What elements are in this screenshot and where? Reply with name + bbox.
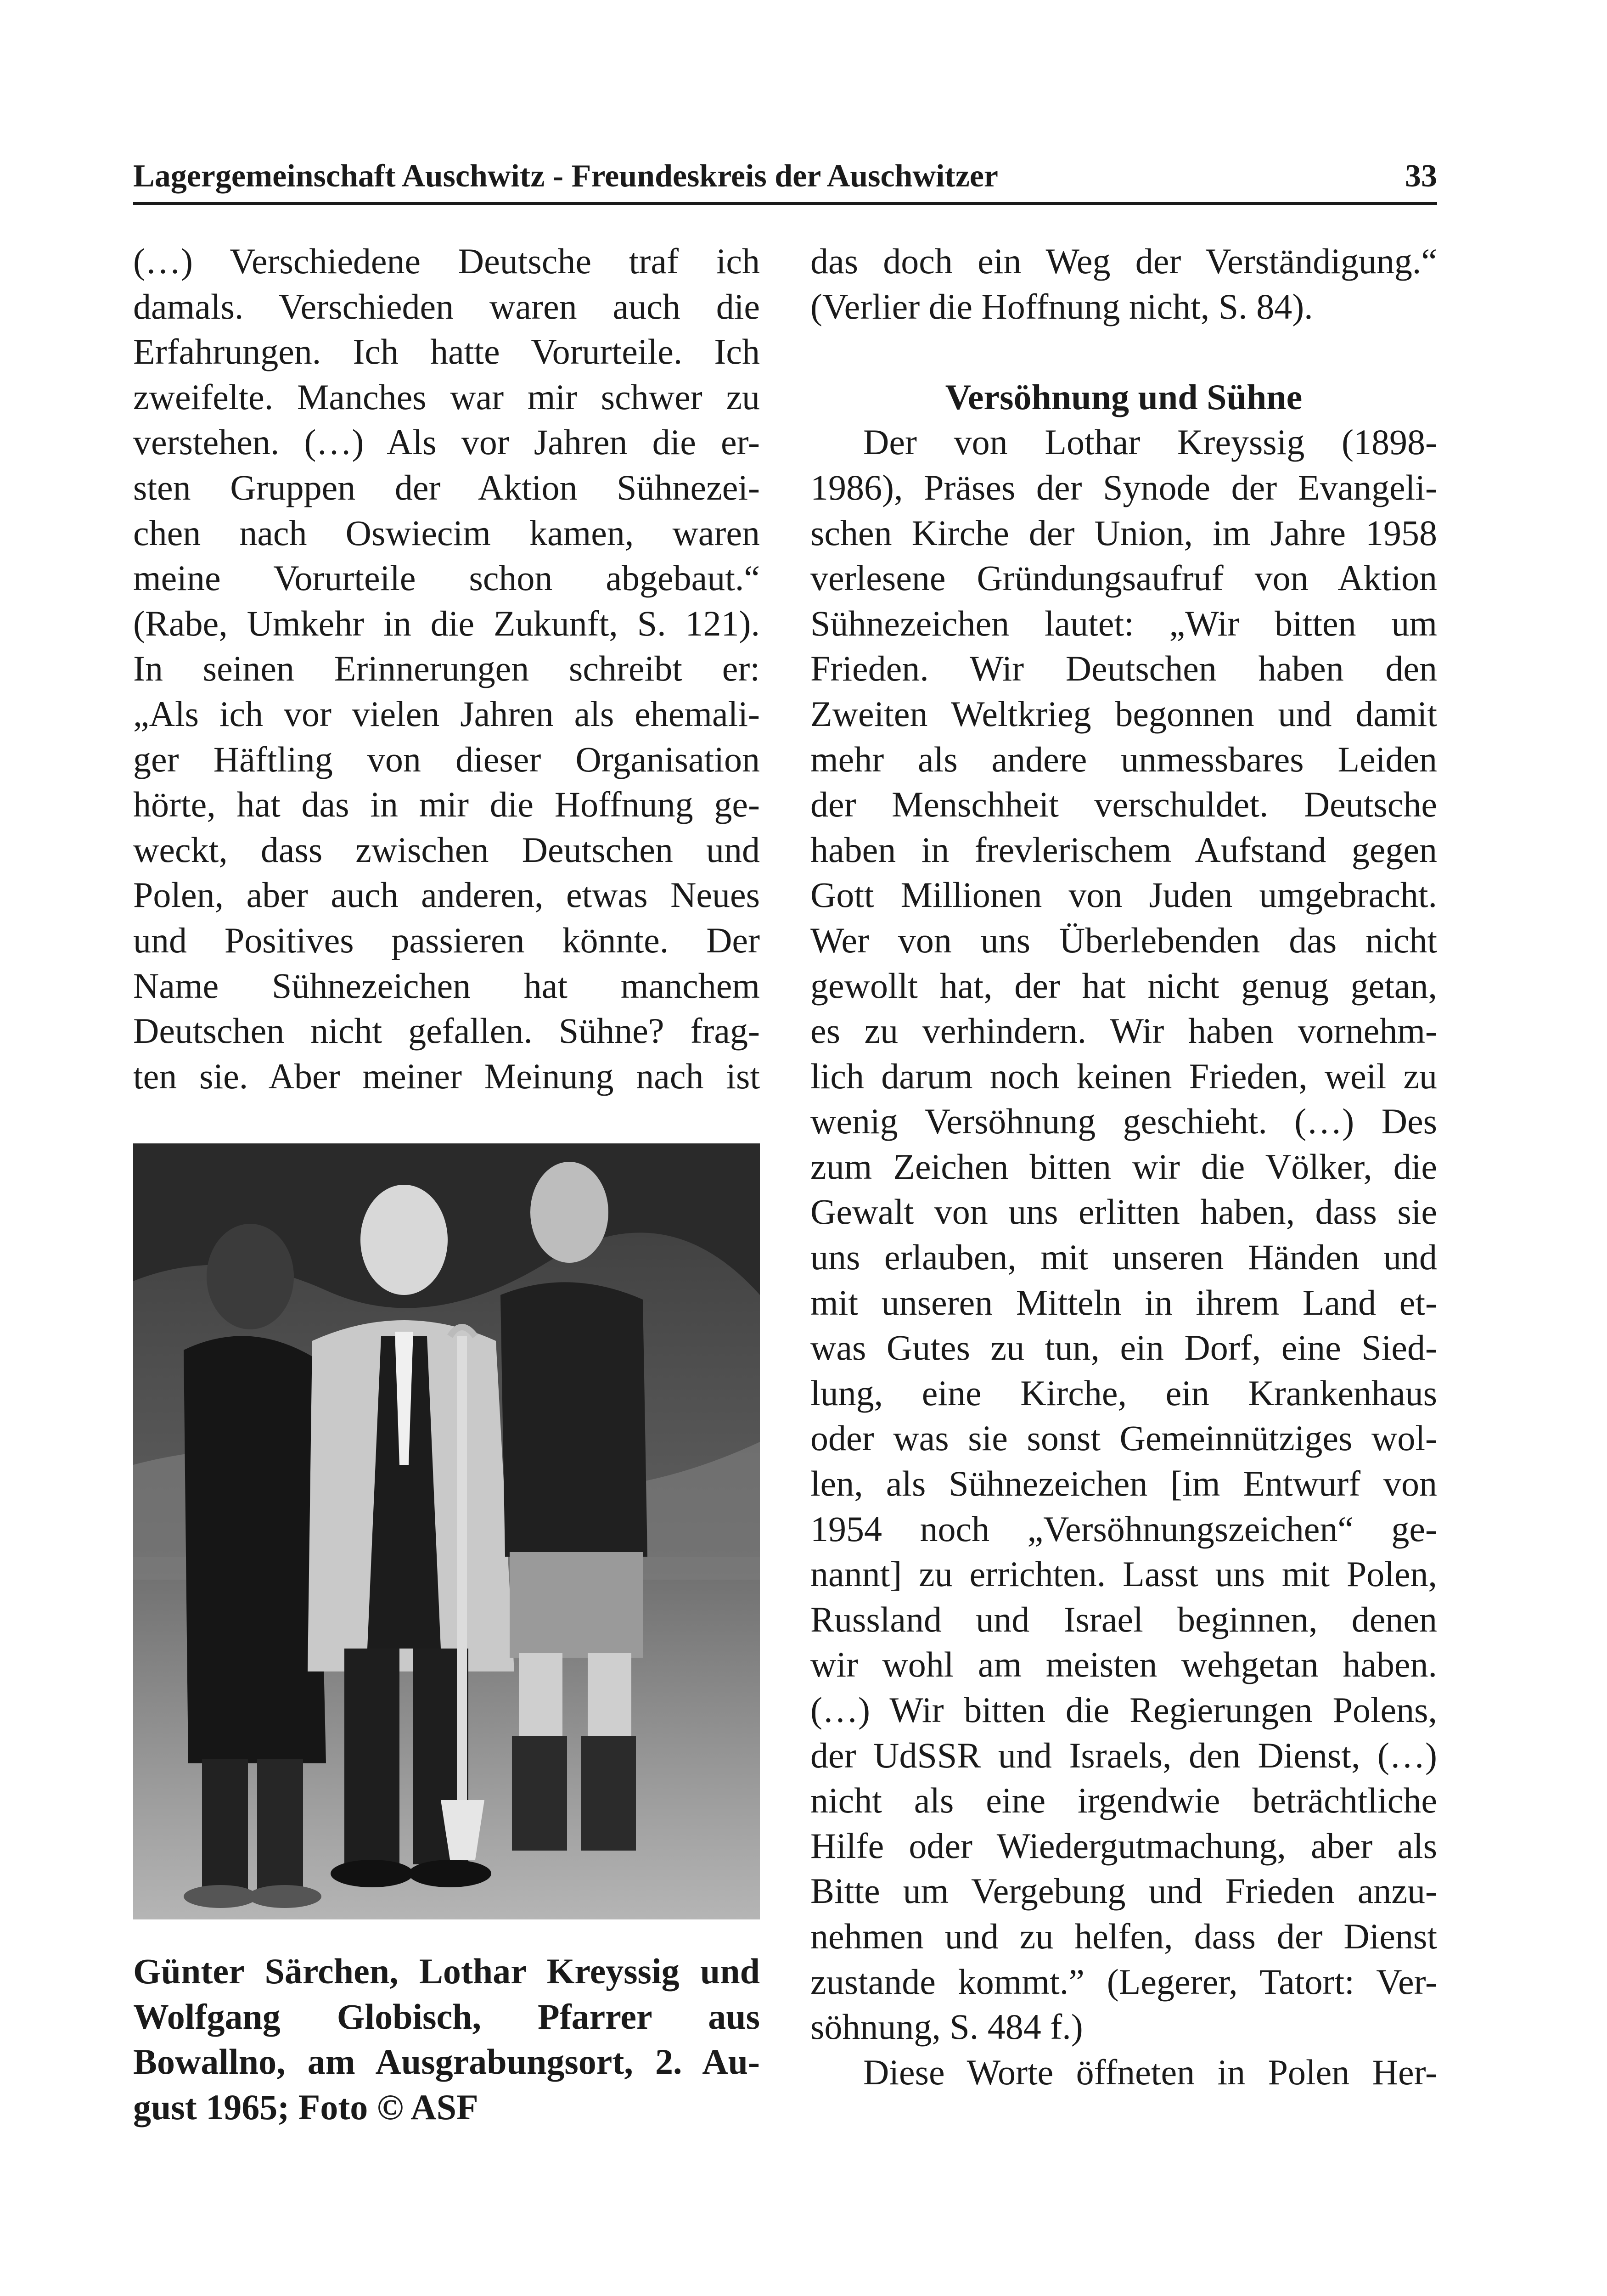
caption-line: Bowallno, am Ausgrabungsort, 2. Au- xyxy=(133,2042,760,2082)
text-line: ten sie. Aber meiner Meinung nach ist xyxy=(133,1056,760,1096)
text-line: lich darum noch keinen Frieden, weil zu xyxy=(810,1056,1437,1096)
text-line: Der von Lothar Kreyssig (1898- xyxy=(863,422,1437,462)
text-line: wir wohl am meisten wehgetan haben. xyxy=(810,1644,1437,1685)
text-line: damals. Verschieden waren auch die xyxy=(133,286,760,326)
text-line: (Rabe, Umkehr in die Zukunft, S. 121). xyxy=(133,603,760,643)
right-column xyxy=(810,239,1437,2095)
page-number: 33 xyxy=(1405,158,1437,194)
text-line: zum Zeichen bitten wir die Völker, die xyxy=(810,1146,1437,1187)
section-heading: Versöhnung und Sühne xyxy=(945,377,1303,417)
photo-image xyxy=(133,1143,760,1919)
text-line: Frieden. Wir Deutschen haben den xyxy=(810,648,1437,689)
photo-caption xyxy=(133,1949,760,2130)
text-line: weckt, dass zwischen Deutschen und xyxy=(133,829,760,870)
text-line: nehmen und zu helfen, dass der Dienst xyxy=(810,1916,1437,1956)
text-line: Wer von uns Überlebenden das nicht xyxy=(810,920,1437,960)
text-line: Name Sühnezeichen hat manchem xyxy=(133,965,760,1006)
text-line: Zweiten Weltkrieg begonnen und damit xyxy=(810,693,1437,734)
text-line: Gott Millionen von Juden umgebracht. xyxy=(810,875,1437,915)
text-line: Russland und Israel beginnen, denen xyxy=(810,1599,1437,1639)
text-line: 1954 noch „Versöhnungszeichen“ ge- xyxy=(810,1508,1437,1549)
text-line: sten Gruppen der Aktion Sühnezei- xyxy=(133,467,760,507)
text-line: söhnung, S. 484 f.) xyxy=(810,2007,1083,2047)
text-line: Polen, aber auch anderen, etwas Neues xyxy=(133,875,760,915)
text-line: (…) Wir bitten die Regierungen Polens, xyxy=(810,1690,1437,1730)
text-line: schen Kirche der Union, im Jahre 1958 xyxy=(810,512,1437,553)
text-line: verlesene Gründungsaufruf von Aktion xyxy=(810,558,1437,598)
running-header xyxy=(133,152,1437,205)
text-line: Diese Worte öffneten in Polen Her- xyxy=(863,2052,1437,2092)
left-column xyxy=(133,239,760,1099)
text-line: gewollt hat, der hat nicht genug getan, xyxy=(810,965,1437,1006)
text-line: Erfahrungen. Ich hatte Vorurteile. Ich xyxy=(133,332,760,372)
text-line: der UdSSR und Israels, den Dienst, (…) xyxy=(810,1735,1437,1775)
text-line: In seinen Erinnerungen schreibt er: xyxy=(133,648,760,689)
text-line: es zu verhindern. Wir haben vornehm- xyxy=(810,1011,1437,1051)
text-line: oder was sie sonst Gemeinnütziges wol- xyxy=(810,1418,1437,1458)
spacer xyxy=(810,329,1437,375)
text-line: nicht als eine irgendwie beträchtliche xyxy=(810,1780,1437,1821)
text-line: nannt] zu errichten. Lasst uns mit Polen, xyxy=(810,1554,1437,1594)
text-line: chen nach Oswiecim kamen, waren xyxy=(133,512,760,553)
text-line: Gewalt von uns erlitten haben, dass sie xyxy=(810,1192,1437,1232)
text-line: mit unseren Mitteln in ihrem Land et- xyxy=(810,1282,1437,1322)
text-line: mehr als andere unmessbares Leiden xyxy=(810,739,1437,779)
text-line: Sühnezeichen lautet: „Wir bitten um xyxy=(810,603,1437,643)
caption-line: Wolfgang Globisch, Pfarrer aus xyxy=(133,1996,760,2037)
text-line: (…) Verschiedene Deutsche traf ich xyxy=(133,241,760,281)
caption-line: gust 1965; Foto © ASF xyxy=(133,2087,478,2127)
text-line: das doch ein Weg der Verständigung.“ xyxy=(810,241,1437,281)
text-line: zweifelte. Manches war mir schwer zu xyxy=(133,377,760,417)
text-line: meine Vorurteile schon abgebaut.“ xyxy=(133,558,760,598)
historical-photo xyxy=(133,1143,760,1919)
caption-line: Günter Särchen, Lothar Kreyssig und xyxy=(133,1951,760,1991)
text-line: 1986), Präses der Synode der Evangeli- xyxy=(810,467,1437,507)
text-line: verstehen. (…) Als vor Jahren die er- xyxy=(133,422,760,462)
text-line: (Verlier die Hoffnung nicht, S. 84). xyxy=(810,286,1313,326)
text-line: was Gutes zu tun, ein Dorf, eine Sied- xyxy=(810,1328,1437,1368)
text-line: der Menschheit verschuldet. Deutsche xyxy=(810,784,1437,825)
text-line: zustande kommt.” (Legerer, Tatort: Ver- xyxy=(810,1961,1437,2002)
text-line: „Als ich vor vielen Jahren als ehemali- xyxy=(133,693,760,734)
text-line: uns erlauben, mit unseren Händen und xyxy=(810,1237,1437,1277)
header-title: Lagergemeinschaft Auschwitz - Freundeskreis der Auschwitzer xyxy=(133,158,998,194)
text-line: Deutschen nicht gefallen. Sühne? frag- xyxy=(133,1011,760,1051)
text-line: ger Häftling von dieser Organisation xyxy=(133,739,760,779)
text-line: lung, eine Kirche, ein Krankenhaus xyxy=(810,1373,1437,1413)
text-line: Hilfe oder Wiedergutmachung, aber als xyxy=(810,1825,1437,1866)
text-line: hörte, hat das in mir die Hoffnung ge- xyxy=(133,784,760,825)
text-line: und Positives passieren könnte. Der xyxy=(133,920,760,960)
text-line: wenig Versöhnung geschieht. (…) Des xyxy=(810,1101,1437,1142)
text-line: haben in frevlerischem Aufstand gegen xyxy=(810,829,1437,870)
text-line: Bitte um Vergebung und Frieden anzu- xyxy=(810,1871,1437,1911)
text-line: len, als Sühnezeichen [im Entwurf von xyxy=(810,1463,1437,1504)
